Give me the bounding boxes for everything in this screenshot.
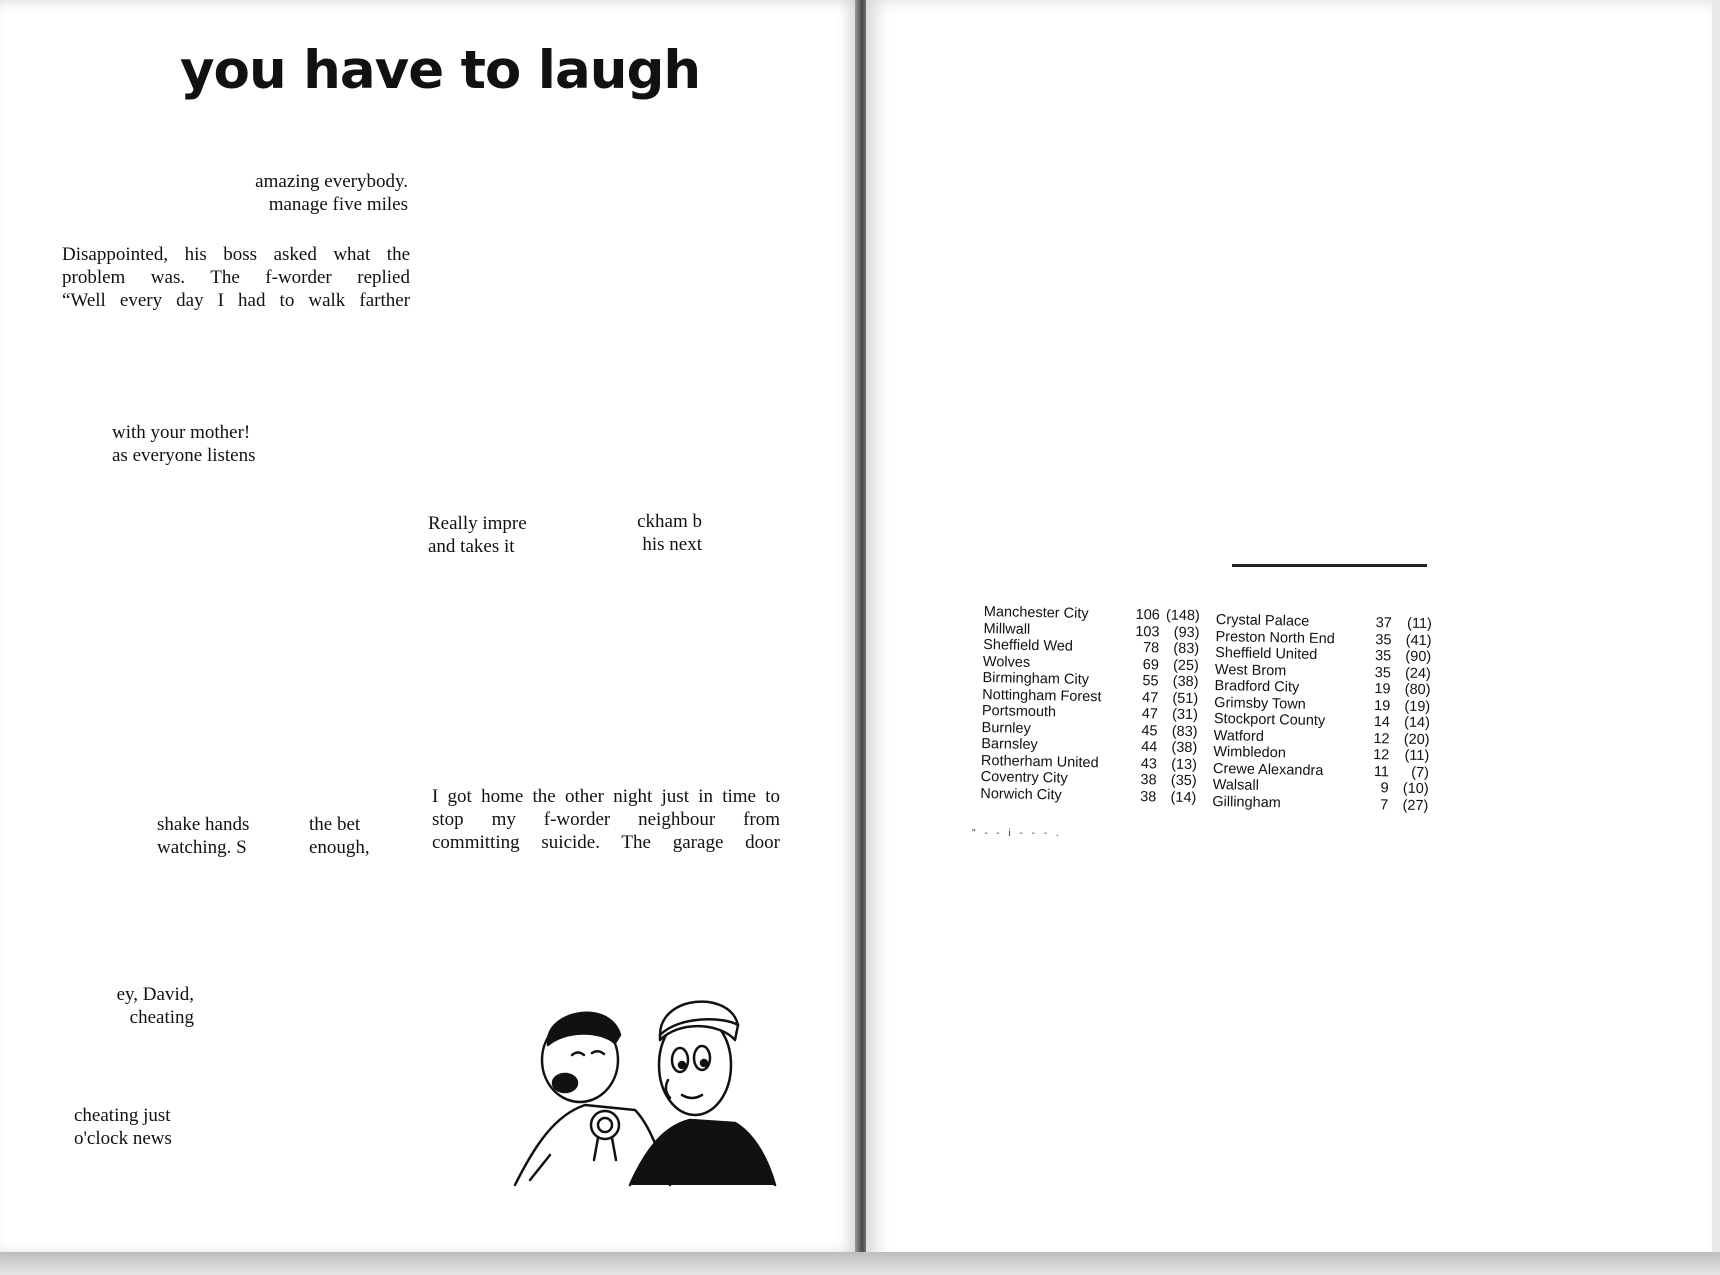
team-name: Rotherham United xyxy=(980,752,1099,771)
team-name: Norwich City xyxy=(980,785,1062,804)
team-points: 55 xyxy=(1142,673,1159,690)
text-line: the bet xyxy=(309,814,361,835)
team-previous: (38) xyxy=(1171,739,1198,757)
text-line: stop my f-worder neighbour from xyxy=(432,809,780,830)
text-line: manage five miles xyxy=(268,194,408,215)
team-previous: (51) xyxy=(1172,690,1199,707)
page-title: you have to laugh xyxy=(180,40,701,101)
team-name: Birmingham City xyxy=(982,669,1090,689)
team-previous: (14) xyxy=(1170,789,1197,806)
text-block-the-bet xyxy=(309,813,370,859)
text-block-ckham xyxy=(637,510,702,556)
team-name: Watford xyxy=(1213,727,1265,745)
text-block-mother xyxy=(112,421,256,467)
team-name: Burnley xyxy=(981,719,1031,737)
team-points: 43 xyxy=(1140,755,1158,772)
text-line: o'clock news xyxy=(74,1128,172,1149)
team-name: Manchester City xyxy=(983,604,1089,623)
team-previous: (10) xyxy=(1402,780,1429,798)
text-line: ey, David, xyxy=(116,984,194,1005)
team-name: Stockport County xyxy=(1213,710,1326,730)
team-previous: (24) xyxy=(1404,665,1432,682)
team-previous: (27) xyxy=(1402,797,1429,814)
team-points: 37 xyxy=(1375,615,1392,632)
text-line: Disappointed, his boss asked what the xyxy=(62,244,410,265)
team-name: Wolves xyxy=(982,653,1031,671)
cartoon-illustration xyxy=(510,995,780,1190)
team-name: Coventry City xyxy=(980,768,1068,787)
text-line: amazing everybody. xyxy=(255,171,408,192)
team-points: 38 xyxy=(1140,788,1157,805)
team-name: Wimbledon xyxy=(1213,743,1286,762)
text-block-got-home xyxy=(432,785,780,854)
team-points: 12 xyxy=(1373,730,1390,747)
team-points: 38 xyxy=(1140,772,1157,789)
team-previous: (83) xyxy=(1171,723,1198,740)
team-previous: (13) xyxy=(1171,756,1198,773)
team-name: West Brom xyxy=(1214,661,1287,679)
team-name: Crystal Palace xyxy=(1215,612,1310,630)
team-previous: (31) xyxy=(1171,706,1199,724)
text-block-david xyxy=(117,983,194,1029)
text-line: cheating just xyxy=(74,1105,171,1126)
team-previous: (80) xyxy=(1404,681,1431,699)
left-page xyxy=(0,0,858,1255)
team-previous: (20) xyxy=(1403,731,1430,748)
team-points: 44 xyxy=(1140,739,1158,756)
team-previous: (11) xyxy=(1406,615,1432,633)
team-name: Sheffield United xyxy=(1215,644,1318,663)
team-previous: (93) xyxy=(1173,624,1200,641)
text-line: watching. S xyxy=(157,837,247,858)
team-name: Preston North End xyxy=(1215,628,1335,647)
text-line: as everyone listens xyxy=(112,445,256,466)
text-block-really xyxy=(428,512,527,558)
text-line: “Well every day I had to walk farther xyxy=(62,290,410,311)
team-previous: (25) xyxy=(1172,657,1200,674)
team-previous: (35) xyxy=(1170,772,1197,790)
team-previous: (11) xyxy=(1404,747,1430,765)
text-block-shake-hands xyxy=(157,813,249,859)
team-name: Nottingham Forest xyxy=(982,686,1102,705)
team-points: 35 xyxy=(1374,664,1392,681)
team-name: Millwall xyxy=(983,620,1031,638)
team-name: Barnsley xyxy=(981,735,1038,754)
team-previous: (38) xyxy=(1172,673,1199,691)
text-block-amazing xyxy=(255,170,408,216)
text-line: enough, xyxy=(309,837,370,858)
team-name: Portsmouth xyxy=(981,702,1057,721)
team-points: 106 xyxy=(1135,606,1160,624)
team-points: 14 xyxy=(1373,714,1391,731)
page-bottom-shadow xyxy=(0,1252,1720,1275)
team-name: Grimsby Town xyxy=(1214,694,1306,713)
team-points: 19 xyxy=(1374,681,1391,698)
team-points: 47 xyxy=(1141,706,1159,723)
text-line: problem was. The f-worder replied xyxy=(62,267,410,288)
text-line: his next xyxy=(642,534,702,555)
team-name: Bradford City xyxy=(1214,677,1300,696)
team-points: 35 xyxy=(1374,648,1392,665)
team-points: 78 xyxy=(1142,640,1160,657)
team-previous: (19) xyxy=(1404,698,1431,715)
league-table-right xyxy=(1212,612,1432,814)
team-points: 47 xyxy=(1141,689,1159,706)
text-line: ckham b xyxy=(637,511,702,532)
text-line: shake hands xyxy=(157,814,250,835)
team-previous: (148) xyxy=(1165,607,1200,625)
team-points: 103 xyxy=(1135,623,1160,640)
team-points: 19 xyxy=(1373,697,1391,714)
team-points: 45 xyxy=(1141,722,1158,739)
team-name: Walsall xyxy=(1212,776,1260,794)
team-points: 35 xyxy=(1375,631,1392,648)
team-points: 7 xyxy=(1380,796,1389,813)
text-line: I got home the other night just in time to xyxy=(432,786,780,807)
team-points: 12 xyxy=(1372,747,1390,764)
text-line: with your mother! xyxy=(112,422,251,443)
team-previous: (83) xyxy=(1173,640,1200,658)
team-previous: (7) xyxy=(1411,764,1430,781)
text-line: Really impre xyxy=(428,513,527,534)
text-block-disappointed xyxy=(62,243,410,312)
stray-marks: " - - i - - - . xyxy=(972,828,1062,839)
team-points: 9 xyxy=(1380,780,1389,797)
team-previous: (14) xyxy=(1403,714,1431,732)
team-points: 69 xyxy=(1142,656,1160,673)
text-line: committing suicide. The garage door xyxy=(432,832,780,853)
table-row xyxy=(980,785,1196,806)
right-page xyxy=(866,0,1712,1270)
team-name: Gillingham xyxy=(1212,793,1282,811)
league-table-left xyxy=(980,604,1200,806)
team-previous: (90) xyxy=(1405,648,1432,666)
horizontal-rule xyxy=(1232,564,1427,567)
team-name: Sheffield Wed xyxy=(983,636,1074,655)
team-previous: (41) xyxy=(1405,632,1432,649)
text-line: and takes it xyxy=(428,536,515,557)
team-points: 11 xyxy=(1373,763,1390,780)
text-block-cheating-just xyxy=(74,1104,172,1150)
text-line: cheating xyxy=(129,1007,194,1028)
table-row xyxy=(1212,793,1428,814)
team-name: Crewe Alexandra xyxy=(1212,760,1324,779)
